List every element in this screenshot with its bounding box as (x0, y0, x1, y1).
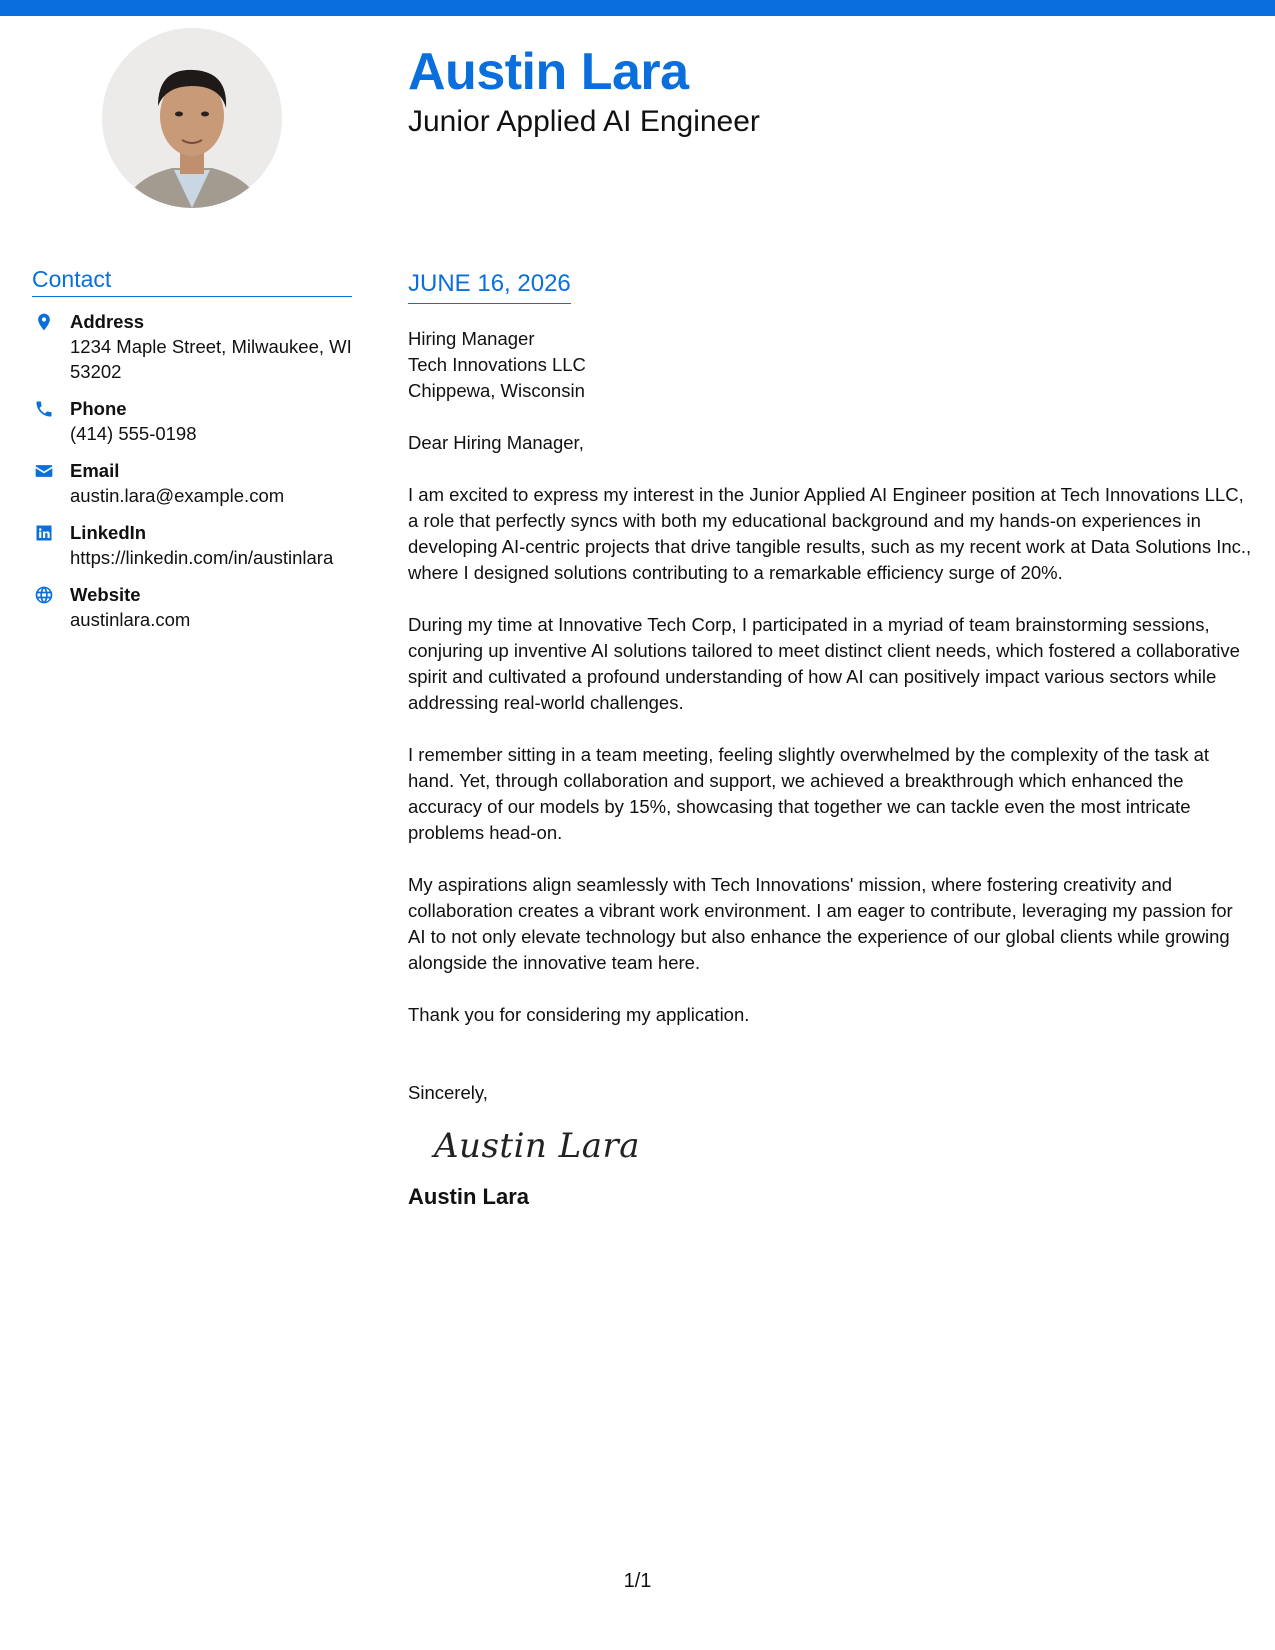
contact-item-linkedin (32, 520, 352, 570)
thanks-line: Thank you for considering my application. (408, 1003, 750, 1025)
profile-photo (102, 28, 282, 208)
letter-paragraph: I am excited to express my interest in the Junior Applied AI Engineer position at Tech Innovations LLC, a role that perfectly syncs with both my educational background and my hands-on experiences in developing AI-centric projects that drive tangible results, such as my recent work at Data Solutions Inc., where I designed solutions contributing to a remarkable efficiency surge of 20%. (408, 483, 1252, 583)
contact-item-address (32, 309, 352, 384)
cover-letter-body (408, 270, 1253, 1210)
applicant-job-title: Junior Applied AI Engineer (408, 105, 760, 138)
contact-value: austin.lara@example.com (70, 484, 285, 506)
signer-name: Austin Lara (408, 1183, 530, 1209)
letter-paragraph: My aspirations align seamlessly with Tech Innovations' mission, where fostering creativity and collaboration creates a vibrant work environment. I am eager to contribute, leveraging my passion for AI to not only elevate technology but also enhance the experience of our global clients while growing alongside the innovative team here. (408, 873, 1233, 973)
contact-label: Address (70, 310, 145, 332)
profile-portrait-image (102, 28, 282, 208)
email-icon (32, 458, 70, 481)
recipient-name: Hiring Manager (408, 327, 535, 349)
contact-sidebar (32, 266, 352, 644)
website-link[interactable]: austinlara.com (70, 608, 191, 630)
contact-label: LinkedIn (70, 521, 147, 543)
recipient-location: Chippewa, Wisconsin (408, 379, 585, 401)
closing-line: Sincerely, (408, 1081, 488, 1103)
contact-heading: Contact (32, 266, 352, 297)
letter-paragraph: During my time at Innovative Tech Corp, I participated in a myriad of team brainstorming sessions, conjuring up inventive AI solutions tailored to meet distinct client needs, which fostered a collaborative spirit and cultivated a profound understanding of how AI can positively impact various sectors while addressing real-world challenges. (408, 613, 1240, 713)
top-accent-bar (0, 0, 1275, 16)
contact-item-phone (32, 396, 352, 446)
contact-label: Email (70, 459, 120, 481)
contact-item-website (32, 582, 352, 632)
linkedin-link[interactable]: https://linkedin.com/in/austinlara (70, 546, 334, 568)
letter-paragraph: I remember sitting in a team meeting, feeling slightly overwhelmed by the complexity of the task at hand. Yet, through collaboration and support, we achieved a breakthrough which enhanced the accuracy of our models by 15%, showcasing that together we can tackle even the most intricate problems head-on. (408, 743, 1210, 843)
contact-label: Phone (70, 397, 127, 419)
contact-value: 1234 Maple Street, Milwaukee, WI 53202 (70, 335, 352, 382)
recipient-block (408, 326, 1253, 404)
map-pin-icon (32, 309, 70, 332)
letter-date: JUNE 16, 2026 (408, 270, 571, 304)
contact-value: (414) 555-0198 (70, 422, 197, 444)
recipient-company: Tech Innovations LLC (408, 353, 586, 375)
contact-list (32, 309, 352, 632)
page-number: 1/1 (623, 1570, 652, 1592)
salutation: Dear Hiring Manager, (408, 431, 584, 453)
phone-icon (32, 396, 70, 419)
applicant-name: Austin Lara (408, 43, 689, 101)
contact-label: Website (70, 583, 141, 605)
handwritten-signature: Austin Lara (434, 1125, 641, 1166)
linkedin-icon (32, 520, 70, 543)
globe-icon (32, 582, 70, 605)
contact-item-email (32, 458, 352, 508)
